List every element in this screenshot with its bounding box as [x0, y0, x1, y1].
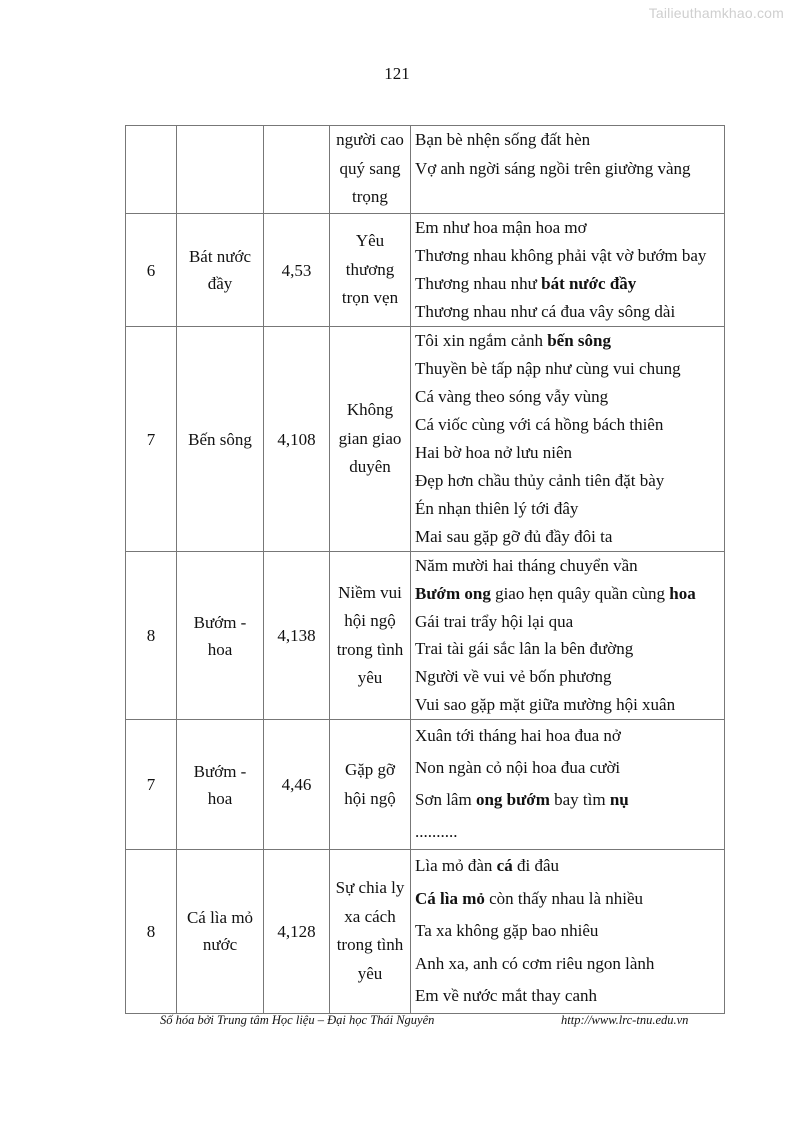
meaning-line: Niềm vui: [338, 582, 402, 602]
verse-line: [415, 495, 724, 523]
row-number-cell: [126, 850, 177, 1014]
verse-text: Cá vàng theo sóng vẫy vùng: [415, 387, 609, 406]
verses-cell: [411, 850, 725, 1014]
verse-keyword: cá: [496, 856, 513, 875]
verse-text: đi đâu: [512, 856, 559, 875]
verse-text: Năm mười hai tháng chuyển vần: [415, 556, 638, 575]
meaning-line: Yêu: [355, 231, 385, 251]
score-value: 4,138: [277, 626, 316, 645]
symbol-cell: [177, 552, 264, 720]
verse-text: Vợ anh ngời sáng ngồi trên giường vàng: [415, 158, 691, 178]
meaning-line: Gặp gỡ: [344, 760, 396, 779]
row-number: 8: [146, 921, 156, 941]
verse-text: Hai bờ hoa nở lưu niên: [415, 443, 573, 462]
verse-keyword: hoa: [669, 583, 696, 603]
meaning-cell: [330, 214, 411, 327]
meaning-line: hội ngộ: [344, 788, 396, 808]
table-row: [126, 850, 725, 1014]
verse-text: Tôi xin ngắm cảnh: [415, 331, 548, 350]
score-value: 4,46: [281, 775, 312, 794]
verse-line: [415, 850, 724, 883]
table-row: [126, 126, 725, 214]
verse-keyword: bến sông: [547, 331, 611, 350]
meaning-cell: [330, 126, 411, 214]
verse-line: [415, 411, 724, 439]
verse-line: [415, 155, 724, 184]
verses-cell: [411, 126, 725, 214]
symbol-line: Bến sông: [188, 429, 252, 449]
verse-line: [415, 784, 724, 816]
verse-text: Thương nhau như cá đua vây sông dài: [415, 302, 676, 321]
verse-keyword: ong bướm: [475, 790, 550, 809]
verse-text: Anh xa, anh có cơm riêu ngon lành: [415, 953, 655, 973]
score-value: 4,53: [281, 260, 312, 280]
footer-source: Số hóa bởi Trung tâm Học liệu – Đại học Thái Nguyên: [160, 1013, 435, 1027]
page-number: 121: [384, 64, 410, 83]
verse-text: Lìa mỏ đàn: [415, 856, 497, 875]
table-row: [126, 552, 725, 720]
symbol-cell: [177, 327, 264, 552]
score-cell: [264, 850, 330, 1014]
verse-line: [415, 355, 724, 383]
verse-text: Xuân tới tháng hai hoa đua nở: [415, 726, 621, 745]
verse-line: [415, 948, 724, 981]
symbol-cell: [177, 126, 264, 214]
verse-text: Trai tài gái sắc lân la bên đường: [415, 639, 634, 659]
row-number-cell: [126, 552, 177, 720]
verse-text: giao hẹn quây quần cùng: [490, 583, 670, 603]
verse-line: [415, 883, 724, 916]
footer-url: http://www.lrc-tnu.edu.vn: [561, 1013, 689, 1027]
score-value: 4,108: [277, 429, 316, 449]
verse-text: Cá viốc cùng với cá hồng bách thiên: [415, 415, 664, 434]
verse-line: [415, 383, 724, 411]
score-cell: [264, 720, 330, 850]
verse-text: Gái trai trẩy hội lại qua: [415, 611, 574, 631]
verse-text: Thương nhau như: [415, 274, 542, 293]
meaning-line: quý sang: [339, 158, 401, 178]
meaning-line: thương: [345, 259, 395, 279]
verse-text: Đẹp hơn chầu thủy cảnh tiên đặt bày: [415, 471, 665, 490]
verse-text: còn thấy nhau là nhiều: [484, 888, 644, 908]
verse-text: Bạn bè nhện sống đất hèn: [415, 130, 591, 149]
meaning-line: trong tình: [336, 935, 404, 955]
row-number: 7: [146, 775, 156, 794]
meaning-line: hội ngộ: [344, 611, 396, 630]
row-number: 8: [146, 626, 156, 645]
verse-line: [415, 298, 724, 326]
verse-text: Vui sao gặp mặt giữa mường hội xuân: [415, 694, 676, 714]
verse-text: Ta xa không gặp bao nhiêu: [415, 921, 599, 940]
meaning-line: yêu: [357, 668, 383, 687]
symbol-line: Bướm -: [193, 761, 247, 781]
verse-line: [415, 214, 724, 242]
row-number-cell: [126, 720, 177, 850]
verse-line: [415, 635, 724, 663]
verse-line: [415, 126, 724, 155]
verse-line: [415, 980, 724, 1013]
row-number-cell: [126, 327, 177, 552]
verse-keyword: nụ: [609, 790, 629, 809]
symbol-cell: [177, 214, 264, 327]
meaning-line: trong tình: [336, 639, 404, 659]
verses-cell: [411, 214, 725, 327]
verse-line: [415, 720, 724, 752]
verse-line: [415, 242, 724, 270]
meaning-cell: [330, 552, 411, 720]
meaning-line: người cao: [336, 130, 404, 149]
meaning-line: yêu: [357, 963, 383, 983]
verse-text: Em về nước mắt thay canh: [415, 986, 598, 1005]
score-cell: [264, 327, 330, 552]
meaning-line: trọn vẹn: [341, 288, 399, 308]
symbol-line: đầy: [207, 274, 233, 293]
symbol-line: Cá lìa mỏ: [186, 908, 254, 928]
symbol-line: Bướm -: [193, 612, 247, 632]
verse-line: [415, 580, 724, 608]
table-row: [126, 214, 725, 327]
verse-text: Én nhạn thiên lý tới đây: [415, 499, 579, 518]
meaning-cell: [330, 327, 411, 552]
verse-text: Mai sau gặp gỡ đủ đầy đôi ta: [415, 527, 613, 546]
verse-keyword: Cá lìa mỏ: [415, 888, 485, 908]
table-row: [126, 327, 725, 552]
symbol-line: Bát nước: [188, 247, 252, 266]
verse-keyword: bát nước đầy: [541, 274, 637, 293]
verse-text: Sơn lâm: [415, 790, 476, 809]
row-number-cell: [126, 126, 177, 214]
verse-keyword: Bướm ong: [415, 583, 491, 603]
verses-cell: [411, 720, 725, 850]
verse-line: [415, 816, 724, 848]
score-value: 4,128: [277, 921, 316, 941]
symbol-cell: [177, 720, 264, 850]
meaning-line: gian giao: [338, 428, 402, 448]
verse-text: Non ngàn cỏ nội hoa đua cười: [415, 758, 621, 777]
verses-cell: [411, 327, 725, 552]
symbol-cell: [177, 850, 264, 1014]
verse-line: [415, 523, 724, 551]
symbol-line: hoa: [207, 788, 233, 808]
verse-text: ..........: [415, 822, 458, 841]
verse-text: Người về vui vẻ bốn phương: [415, 667, 612, 687]
verse-line: [415, 915, 724, 948]
row-number: 7: [146, 429, 156, 449]
verse-line: [415, 327, 724, 355]
meaning-line: Sự chia ly: [335, 878, 405, 898]
verse-line: [415, 608, 724, 636]
watermark: Tailieuthamkhao.com: [648, 5, 784, 21]
verse-text: Em như hoa mận hoa mơ: [415, 218, 587, 237]
meaning-line: trọng: [352, 187, 388, 206]
row-number-cell: [126, 214, 177, 327]
verse-line: [415, 439, 724, 467]
verse-text: Thương nhau không phải vật vờ bướm bay: [415, 246, 707, 265]
verse-line: [415, 663, 724, 691]
verse-line: [415, 752, 724, 784]
score-cell: [264, 552, 330, 720]
verse-line: [415, 270, 724, 298]
verse-line: [415, 552, 724, 580]
meaning-line: xa cách: [344, 906, 396, 926]
meaning-line: duyên: [349, 457, 391, 477]
verse-line: [415, 467, 724, 495]
verse-text: bay tìm: [549, 790, 610, 809]
score-cell: [264, 126, 330, 214]
meaning-line: Không: [346, 400, 394, 420]
symbol-line: nước: [202, 935, 238, 955]
table-row: [126, 720, 725, 850]
verse-text: Thuyền bè tấp nập như cùng vui chung: [415, 359, 681, 378]
meaning-cell: [330, 850, 411, 1014]
score-cell: [264, 214, 330, 327]
verse-line: [415, 691, 724, 719]
verses-cell: [411, 552, 725, 720]
symbol-line: hoa: [207, 639, 233, 659]
meaning-cell: [330, 720, 411, 850]
row-number: 6: [146, 260, 156, 280]
symbol-table: [125, 125, 725, 1014]
